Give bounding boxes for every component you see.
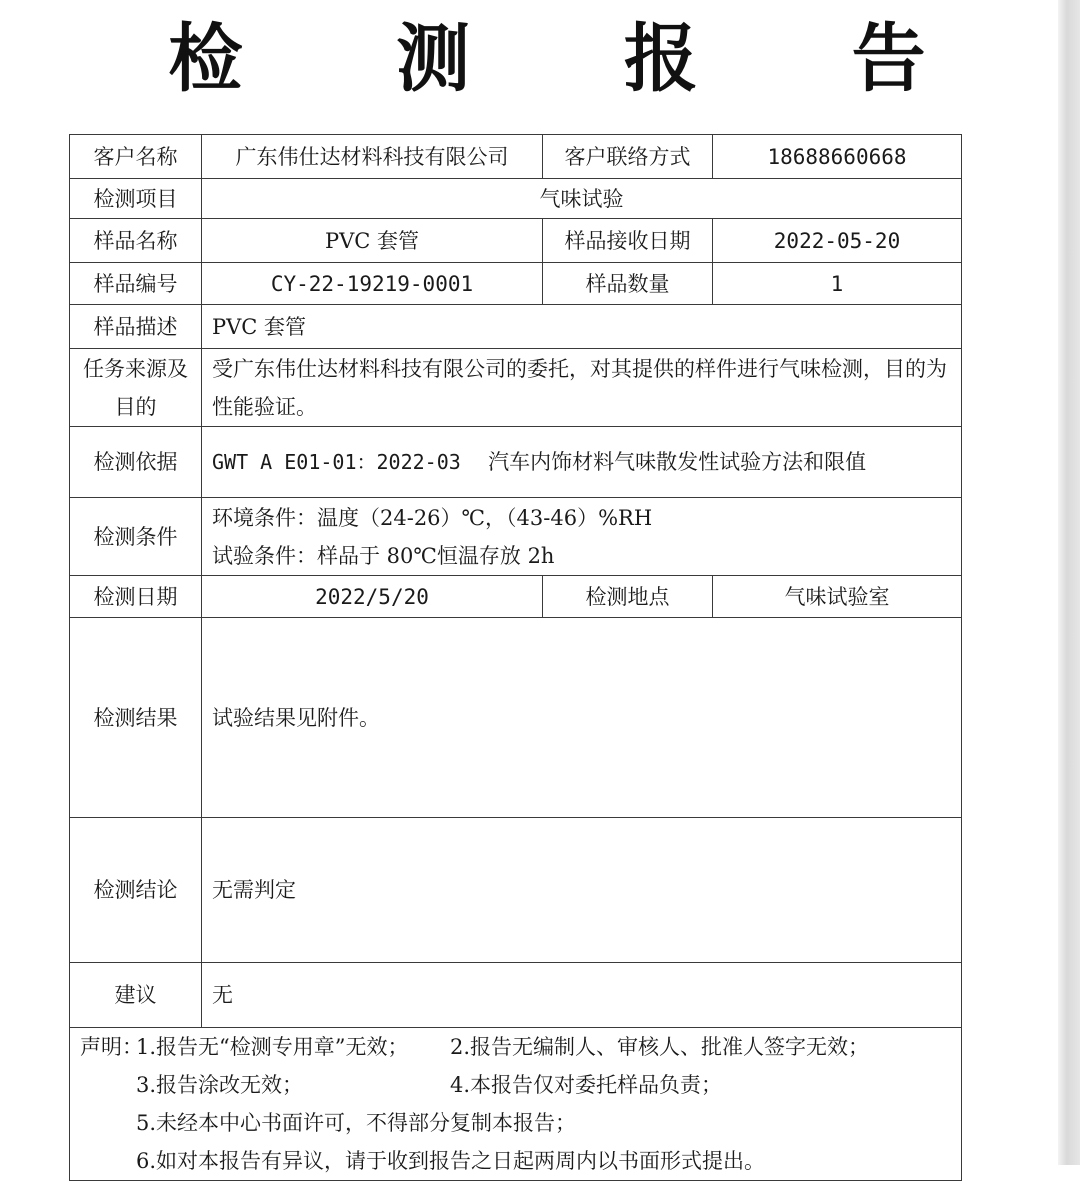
conclusion-label: 检测结论 xyxy=(70,818,202,963)
conditions-env-rh: （43-46）%RH xyxy=(506,505,653,530)
notes-line-1 xyxy=(80,1028,951,1066)
notes-block xyxy=(70,1028,962,1181)
row-test-item xyxy=(70,179,962,219)
task-source-value xyxy=(202,349,962,427)
sample-no-value: CY-22-19219-0001 xyxy=(202,263,543,305)
sample-desc-value: PVC 套管 xyxy=(202,305,962,349)
task-source-text: 受广东伟仕达材料科技有限公司的委托，对其提供的样件进行气味检测，目的为性能验证。 xyxy=(212,356,947,419)
customer-contact-label: 客户联络方式 xyxy=(543,135,713,179)
result-value: 试验结果见附件。 xyxy=(202,618,962,818)
row-task-source xyxy=(70,349,962,427)
conditions-label: 检测条件 xyxy=(70,498,202,576)
customer-name-value: 广东伟仕达材料科技有限公司 xyxy=(202,135,543,179)
basis-code: GWT A E01-01：2022-03 xyxy=(212,450,461,474)
conclusion-value: 无需判定 xyxy=(202,818,962,963)
sample-name-value: PVC 套管 xyxy=(202,219,543,263)
note-item: 3.报告涂改无效； xyxy=(136,1073,304,1097)
conditions-test-text: 样品于 80℃恒温存放 2h xyxy=(317,543,555,568)
row-test-date xyxy=(70,576,962,618)
notes-line-3 xyxy=(80,1104,951,1142)
test-place-label: 检测地点 xyxy=(543,576,713,618)
row-basis xyxy=(70,427,962,498)
test-item-label: 检测项目 xyxy=(70,179,202,219)
conditions-env-temp: 温度（24-26）℃， xyxy=(317,505,507,530)
note-item: 5.未经本中心书面许可，不得部分复制本报告； xyxy=(136,1111,577,1135)
test-date-value: 2022/5/20 xyxy=(202,576,543,618)
sample-desc-label: 样品描述 xyxy=(70,305,202,349)
note-item: 1.报告无“检测专用章”无效； xyxy=(136,1035,409,1059)
note-item: 4.本报告仅对委托样品负责； xyxy=(450,1073,723,1097)
basis-title: 汽车内饰材料气味散发性试验方法和限值 xyxy=(488,450,867,474)
test-date-label: 检测日期 xyxy=(70,576,202,618)
sample-qty-value: 1 xyxy=(713,263,962,305)
advice-value: 无 xyxy=(202,963,962,1028)
page-edge-shadow xyxy=(1058,0,1080,1165)
result-label: 检测结果 xyxy=(70,618,202,818)
notes-line-4 xyxy=(80,1142,951,1180)
row-result xyxy=(70,618,962,818)
conditions-value xyxy=(202,498,962,576)
row-advice xyxy=(70,963,962,1028)
sample-no-label: 样品编号 xyxy=(70,263,202,305)
row-sample-name xyxy=(70,219,962,263)
note-item: 2.报告无编制人、审核人、批准人签字无效； xyxy=(450,1035,870,1059)
basis-value xyxy=(202,427,962,498)
advice-label: 建议 xyxy=(70,963,202,1028)
row-notes xyxy=(70,1028,962,1181)
sample-qty-label: 样品数量 xyxy=(543,263,713,305)
row-conclusion xyxy=(70,818,962,963)
basis-label: 检测依据 xyxy=(70,427,202,498)
test-item-value: 气味试验 xyxy=(202,179,962,219)
row-customer xyxy=(70,135,962,179)
customer-contact-value: 18688660668 xyxy=(713,135,962,179)
task-source-label: 任务来源及目的 xyxy=(70,349,202,427)
note-item: 6.如对本报告有异议，请于收到报告之日起两周内以书面形式提出。 xyxy=(136,1149,766,1173)
report-title: 检 测 报 告 xyxy=(168,16,990,102)
conditions-test-label: 试验条件： xyxy=(212,543,317,568)
row-sample-desc xyxy=(70,305,962,349)
receive-date-value: 2022-05-20 xyxy=(713,219,962,263)
customer-name-label: 客户名称 xyxy=(70,135,202,179)
row-sample-no xyxy=(70,263,962,305)
test-place-value: 气味试验室 xyxy=(713,576,962,618)
notes-line-2 xyxy=(80,1066,951,1104)
conditions-test-line xyxy=(212,537,951,575)
conditions-env-line xyxy=(212,499,951,537)
notes-prefix: 声明： xyxy=(80,1035,143,1059)
conditions-env-label: 环境条件： xyxy=(212,505,317,530)
receive-date-label: 样品接收日期 xyxy=(543,219,713,263)
report-table xyxy=(69,134,962,1181)
sample-name-label: 样品名称 xyxy=(70,219,202,263)
row-conditions xyxy=(70,498,962,576)
